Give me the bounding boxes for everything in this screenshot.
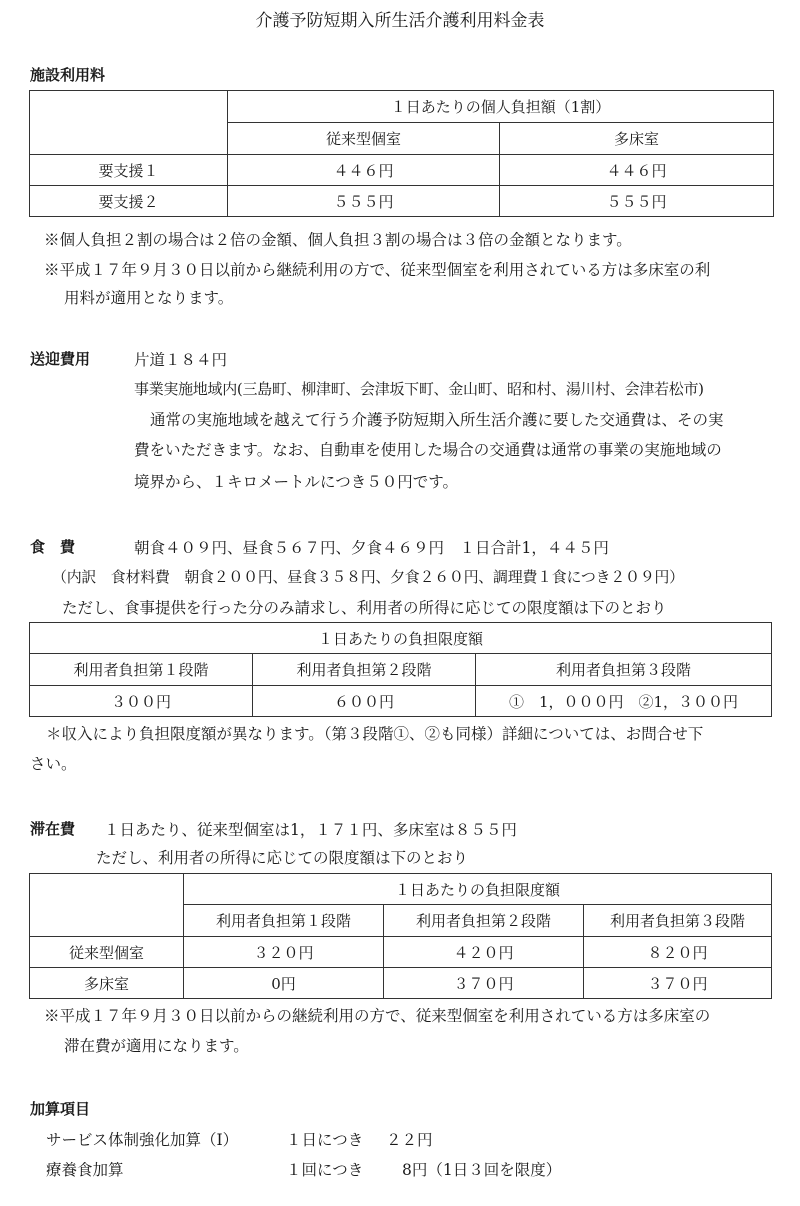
cell-value: ４２０円 xyxy=(384,937,584,968)
stay-table-header: １日あたりの負担限度額 xyxy=(184,874,772,905)
stage-2-header: 利用者負担第２段階 xyxy=(253,654,476,686)
facility-note-1: ※個人負担２割の場合は２倍の金額、個人負担３割の場合は３倍の金額となります。 xyxy=(44,231,632,249)
addon-amount: 8円（1日３回を限度） xyxy=(402,1161,562,1179)
cell-value: 0円 xyxy=(184,968,384,999)
cell-value: ４４６円 xyxy=(500,155,774,186)
facility-header-span: １日あたりの個人負担額（1割） xyxy=(228,91,774,123)
transport-paragraph-1: 通常の実施地域を越えて行う介護予防短期入所生活介護に要した交通費は、その実 xyxy=(150,411,724,429)
addon-name: サービス体制強化加算（Ⅰ） xyxy=(46,1131,239,1149)
meal-limit-table xyxy=(29,622,772,717)
cell-value: ５５５円 xyxy=(228,186,500,217)
table-corner-cell xyxy=(30,874,184,937)
stage-3-value: ① 1，０００円 ②1，３００円 xyxy=(476,686,772,717)
stay-fees: １日あたり、従来型個室は1，１７１円、多床室は８５５円 xyxy=(104,821,517,839)
meal-table-header: １日あたりの負担限度額 xyxy=(30,623,772,654)
addons-heading: 加算項目 xyxy=(30,1100,91,1118)
stage-2-value: ６００円 xyxy=(253,686,476,717)
facility-fee-table xyxy=(29,90,774,217)
meal-heading: 食 費 xyxy=(30,538,76,556)
meal-note-b: さい。 xyxy=(30,755,77,773)
row-label: 要支援２ xyxy=(30,186,228,217)
meal-condition: ただし、食事提供を行った分のみ請求し、利用者の所得に応じての限度額は下のとおり xyxy=(62,599,667,617)
table-corner-cell xyxy=(30,91,228,155)
stage-1-header: 利用者負担第１段階 xyxy=(184,905,384,937)
page-title: 介護予防短期入所生活介護利用料金表 xyxy=(255,11,545,31)
transport-paragraph-3: 境界から、１キロメートルにつき５０円です。 xyxy=(134,473,458,491)
stage-2-header: 利用者負担第２段階 xyxy=(384,905,584,937)
stage-1-value: ３００円 xyxy=(30,686,253,717)
transport-paragraph-2: 費をいただきます。なお、自動車を使用した場合の交通費は通常の事業の実施地域の xyxy=(134,441,722,459)
meal-note-a: ＊収入により負担限度額が異なります。（第３段階①、②も同様）詳細については、お問合せ下 xyxy=(46,725,704,743)
table-row xyxy=(30,686,772,717)
row-label: 従来型個室 xyxy=(30,937,184,968)
addon-name: 療養食加算 xyxy=(46,1161,124,1179)
table-row xyxy=(30,968,772,999)
cell-value: ３７０円 xyxy=(384,968,584,999)
stay-condition: ただし、利用者の所得に応じての限度額は下のとおり xyxy=(96,849,469,867)
addon-amount: ２２円 xyxy=(386,1131,433,1149)
cell-value: ３２０円 xyxy=(184,937,384,968)
cell-value: ８２０円 xyxy=(584,937,772,968)
cell-value: ４４６円 xyxy=(228,155,500,186)
col-private-room: 従来型個室 xyxy=(228,123,500,155)
table-row xyxy=(30,937,772,968)
cell-value: ５５５円 xyxy=(500,186,774,217)
stay-note-a: ※平成１７年９月３０日以前からの継続利用の方で、従来型個室を利用されている方は多床室の xyxy=(44,1007,711,1025)
stage-1-header: 利用者負担第１段階 xyxy=(30,654,253,686)
stage-3-header: 利用者負担第３段階 xyxy=(584,905,772,937)
addon-unit: １回につき xyxy=(286,1161,364,1179)
table-row xyxy=(30,186,774,217)
row-label: 多床室 xyxy=(30,968,184,999)
facility-note-2a: ※平成１７年９月３０日以前から継続利用の方で、従来型個室を利用されている方は多床室の利 xyxy=(44,261,711,279)
transport-area: 事業実施地域内(三島町、柳津町、会津坂下町、金山町、昭和村、湯川村、会津若松市) xyxy=(134,380,704,398)
row-label: 要支援１ xyxy=(30,155,228,186)
meal-fees: 朝食４０９円、昼食５６７円、夕食４６９円 １日合計1，４４５円 xyxy=(134,539,609,557)
transport-fee: 片道１８４円 xyxy=(134,351,228,369)
meal-breakdown: （内訳 食材料費 朝食２００円、昼食３５８円、夕食２６０円、調理費１食につき２０９円） xyxy=(52,568,684,586)
facility-heading: 施設利用料 xyxy=(30,66,106,84)
stay-note-b: 滞在費が適用になります。 xyxy=(64,1037,249,1055)
cell-value: ３７０円 xyxy=(584,968,772,999)
stay-limit-table xyxy=(29,873,772,999)
facility-note-2b: 用料が適用となります。 xyxy=(64,289,234,307)
transport-heading: 送迎費用 xyxy=(30,350,91,368)
col-shared-room: 多床室 xyxy=(500,123,774,155)
stage-3-header: 利用者負担第３段階 xyxy=(476,654,772,686)
table-row xyxy=(30,155,774,186)
stay-heading: 滞在費 xyxy=(30,820,76,838)
addon-unit: １日につき xyxy=(286,1131,364,1149)
